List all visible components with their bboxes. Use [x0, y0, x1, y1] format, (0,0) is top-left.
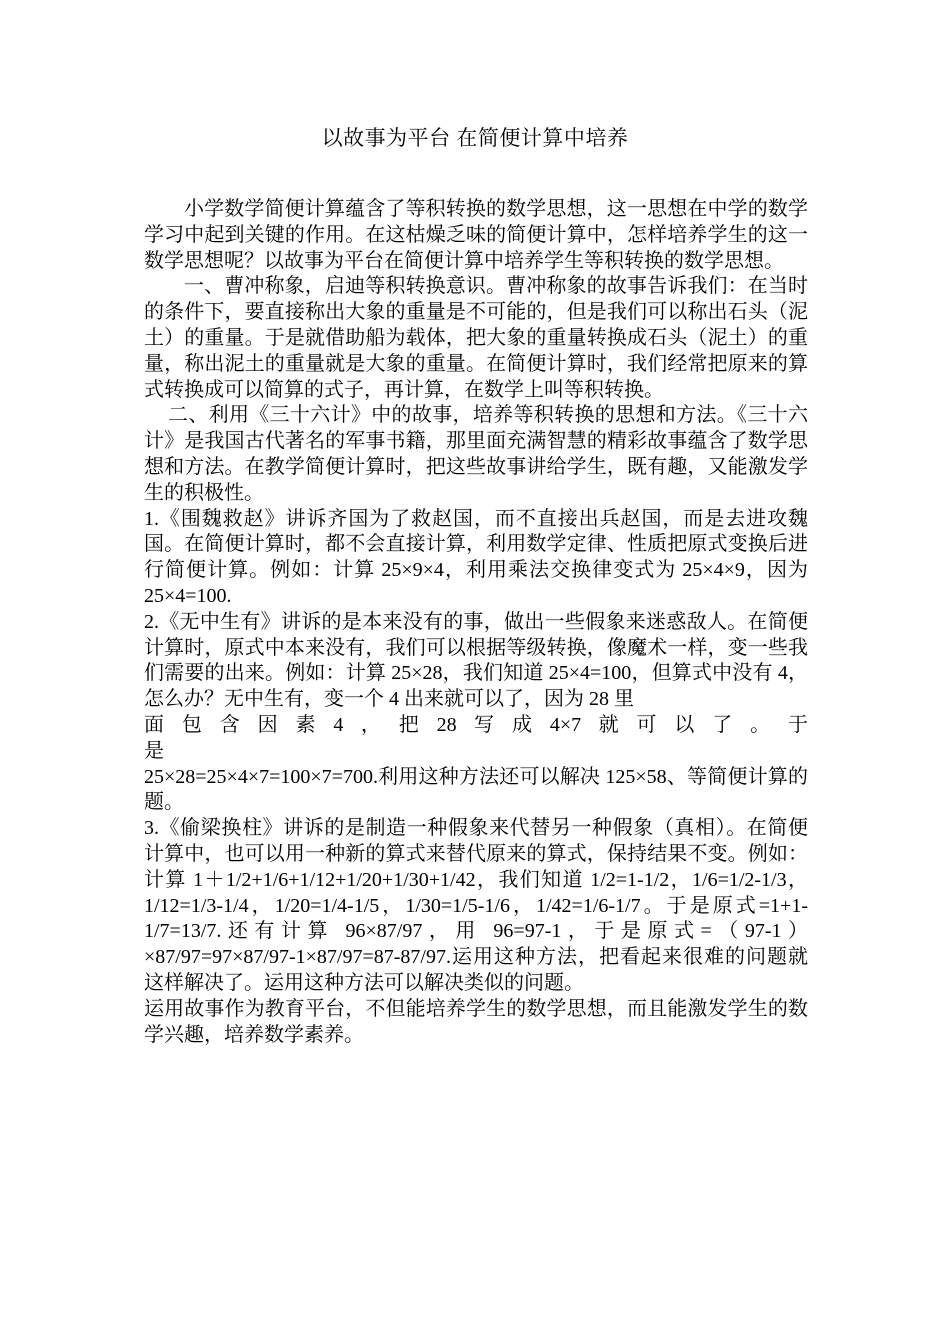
paragraph-section-2: 二、利用《三十六计》中的故事，培养等积转换的思想和方法。《三十六计》是我国古代著名的军事书籍，那里面充满智慧的精彩故事蕴含了数学思想和方法。在教学简便计算时，把这些故事讲给学生，既有趣，又能激发学生的积极性。 [144, 404, 808, 504]
paragraph-item-2: 2.《无中生有》讲诉的是本来没有的事，做出一些假象来迷惑敌人。在简便计算时，原式中本来没有，我们可以根据等级转换，像魔术一样，变一些我们需要的出来。例如：计算 25×28，我们知道 25×4=100，但算式中没有 4，怎么办？无中生有，变一个 4 出来就可以了，因为 28 里 [144, 610, 808, 711]
paragraph-conclusion: 运用故事作为教育平台，不但能培养学生的数学思想，而且能激发学生的数学兴趣，培养数学素养。 [144, 997, 808, 1046]
document-body [144, 197, 808, 1048]
paragraph-section-1: 一、曹冲称象，启迪等积转换意识。曹冲称象的故事告诉我们：在当时的条件下，要直接称出大象的重量是不可能的，但是我们可以称出石头（泥土）的重量。于是就借助船为载体，把大象的重量转换成石头（泥土）的重量，称出泥土的重量就是大象的重量。在简便计算时，我们经常把原来的算式转换成可以简算的式子，再计算，在数学上叫等积转换。 [144, 275, 808, 401]
paragraph-item-1: 1.《围魏救赵》讲诉齐国为了救赵国，而不直接出兵赵国，而是去进攻魏国。在简便计算时，都不会直接计算，利用数学定律、性质把原式变换后进行简便计算。例如：计算 25×9×4，利用乘法交换律变式为 25×4×9，因为 25×4=100. [144, 507, 808, 607]
paragraph-item-3: 3.《偷梁换柱》讲诉的是制造一种假象来代替另一种假象（真相）。在简便计算中，也可以用一种新的算式来替代原来的算式，保持结果不变。例如：计算 1＋1/2+1/6+1/12+1/20+1/30+1/42，我们知道 1/2=1-1/2，1/6=1/2-1/3，1/12=1/3-1/4，1/20=1/4-1/5，1/30=1/5-1/6，1/42=1/6-1/7。于是原式=1+1-1/7=13/7.还有计算 96×87/97，用 96=97-1，于是原式=（97-1）×87/97=97×87/97-1×87/97=87-87/97.运用这种方法，把看起来很难的问题就这样解决了。运用这种方法可以解决类似的问题。 [144, 817, 808, 994]
document-title: 以故事为平台 在简便计算中培养 [321, 126, 629, 150]
paragraph-item-2-spread-line: 面 包 含 因 素 4 ， 把 28 写 成 4×7 就 可 以 了 。 于 是 [144, 713, 808, 762]
paragraph-item-2-continued: 25×28=25×4×7=100×7=700.利用这种方法还可以解决 125×58、等简便计算的题。 [144, 765, 808, 814]
paragraph-intro: 小学数学简便计算蕴含了等积转换的数学思想，这一思想在中学的数学学习中起到关键的作用。在这枯燥乏味的简便计算中，怎样培养学生的这一数学思想呢？以故事为平台在简便计算中培养学生等积转换的数学思想。 [144, 198, 808, 272]
